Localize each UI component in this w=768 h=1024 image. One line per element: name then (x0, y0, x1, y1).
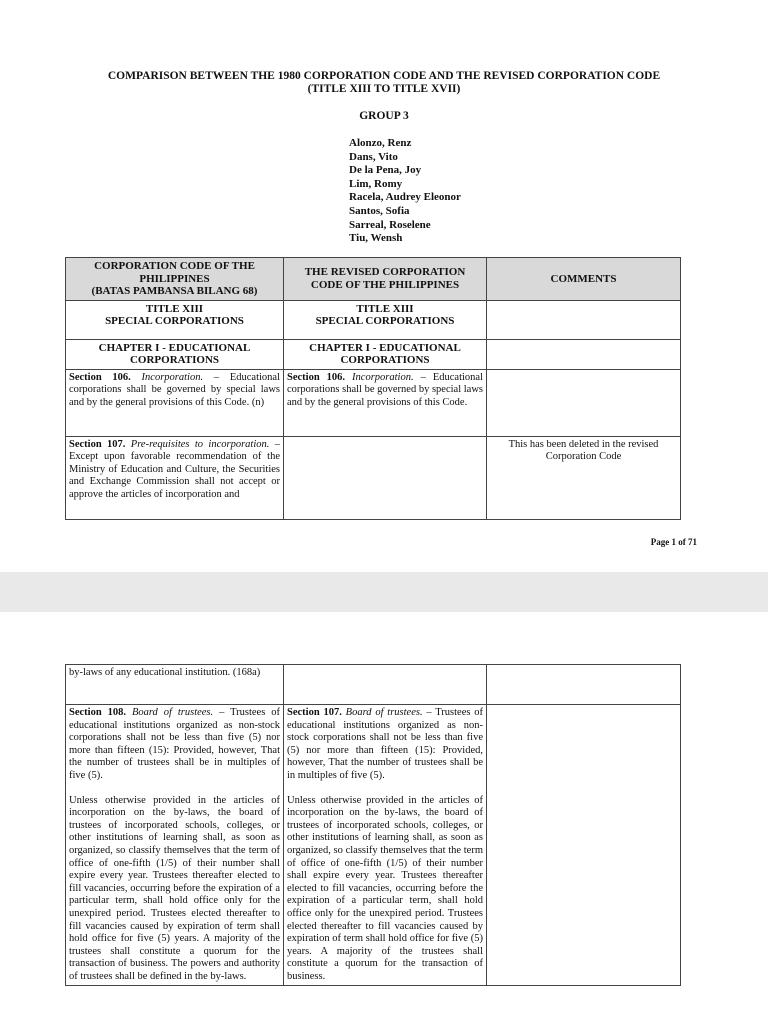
member-name: Dans, Vito (349, 150, 398, 163)
title-cell: TITLE XIII SPECIAL CORPORATIONS (66, 300, 284, 339)
old-section-106: Section 106. Incorporation. – Educational corporations shall be governed by special laws and by the general provisions of this Code. (n) (66, 369, 284, 436)
table-row (66, 705, 681, 986)
empty-cell (487, 369, 681, 436)
empty-cell (487, 705, 681, 986)
member-name: Racela, Audrey Eleonor (349, 191, 461, 204)
header-comments: COMMENTS (487, 258, 681, 301)
member-name: De la Pena, Joy (349, 164, 422, 177)
member-list (349, 137, 461, 246)
header-old-code: CORPORATION CODE OF THE PHILIPPINES (BATAS PAMBANSA BILANG 68) (66, 258, 284, 301)
empty-cell (487, 300, 681, 339)
header-revised-code: THE REVISED CORPORATION CODE OF THE PHILIPPINES (284, 258, 487, 301)
comparison-table (65, 257, 681, 520)
member-name: Tiu, Wensh (349, 232, 403, 245)
empty-cell (487, 665, 681, 705)
table-row (66, 665, 681, 705)
member-name: Alonzo, Renz (349, 137, 412, 149)
document-title: COMPARISON BETWEEN THE 1980 CORPORATION CODE AND THE REVISED CORPORATION CODE (TITLE XIII TO TITLE XVII) (107, 70, 661, 95)
empty-cell (284, 665, 487, 705)
new-section-106: Section 106. Incorporation. – Educational corporations shall be governed by special laws and by the general provisions of this Code. (284, 369, 487, 436)
chapter-cell: CHAPTER I - EDUCATIONAL CORPORATIONS (66, 339, 284, 369)
member-name: Santos, Sofia (349, 204, 410, 217)
chapter-cell: CHAPTER I - EDUCATIONAL CORPORATIONS (284, 339, 487, 369)
comment-cell: This has been deleted in the revised Corporation Code (487, 436, 681, 519)
title-cell: TITLE XIII SPECIAL CORPORATIONS (284, 300, 487, 339)
table-row (66, 369, 681, 436)
member-name: Sarreal, Roselene (349, 218, 431, 231)
new-section-107: Section 107. Board of trustees. – Trustees of educational institutions organized as non-stock corporations shall not be less than five (5) nor more than fifteen (15): Provided, however, That the number of trustees shall be in multiples of five (5). Unless otherwise provided in the articles of incorporation on the by-laws, the board of trustees of incorporated schools, colleges, or other institutions of learning shall, as soon as organized, so classify themselves that the term of office of one-fifth (1/5) of their number shall expire every year. Trustees thereafter elected to fill vacancies, occurring before the expiration of a particular term, shall hold office only for the unexpired period. Trustees elected thereafter to fill vacancies caused by expiration of term shall hold office for five (5) years. A majority of the trustees shall constitute a quorum for the transaction of business. (284, 705, 487, 986)
table-header-row (66, 258, 681, 301)
empty-cell (487, 339, 681, 369)
comparison-table-continued (65, 664, 681, 986)
document-page-2 (0, 612, 768, 1024)
empty-cell (284, 436, 487, 519)
page-number: Page 1 of 71 (650, 537, 697, 547)
old-section-107: Section 107. Pre-requisites to incorporation. – Except upon favorable recommendation of the Ministry of Education and Culture, the Securities and Exchange Commission shall not accept or approve the articles of incorporation and (66, 436, 284, 519)
table-row (66, 300, 681, 339)
group-label: GROUP 3 (359, 110, 409, 122)
member-name: Lim, Romy (349, 177, 403, 190)
table-row (66, 339, 681, 369)
table-row (66, 436, 681, 519)
old-section-107-continued: by-laws of any educational institution. (168a) (66, 665, 284, 705)
old-section-108: Section 108. Board of trustees. – Trustees of educational institutions organized as non-stock corporations shall not be less than five (5) nor more than fifteen (15): Provided, however, That the number of trustees shall be in multiples of five (5). Unless otherwise provided in the articles of incorporation on the by-laws, the board of trustees of incorporated schools, colleges, or other institutions of learning shall, as soon as organized, so classify themselves that the term of office of one-fifth (1/5) of their number shall expire every year. Trustees thereafter elected to fill vacancies, occurring before the expiration of a particular term, shall hold office only for the unexpired period. Trustees elected thereafter to fill vacancies caused by expiration of term shall hold office for five (5) years. A majority of the trustees shall constitute a quorum for the transaction of business. The powers and authority of trustees shall be defined in the by-laws. (66, 705, 284, 986)
